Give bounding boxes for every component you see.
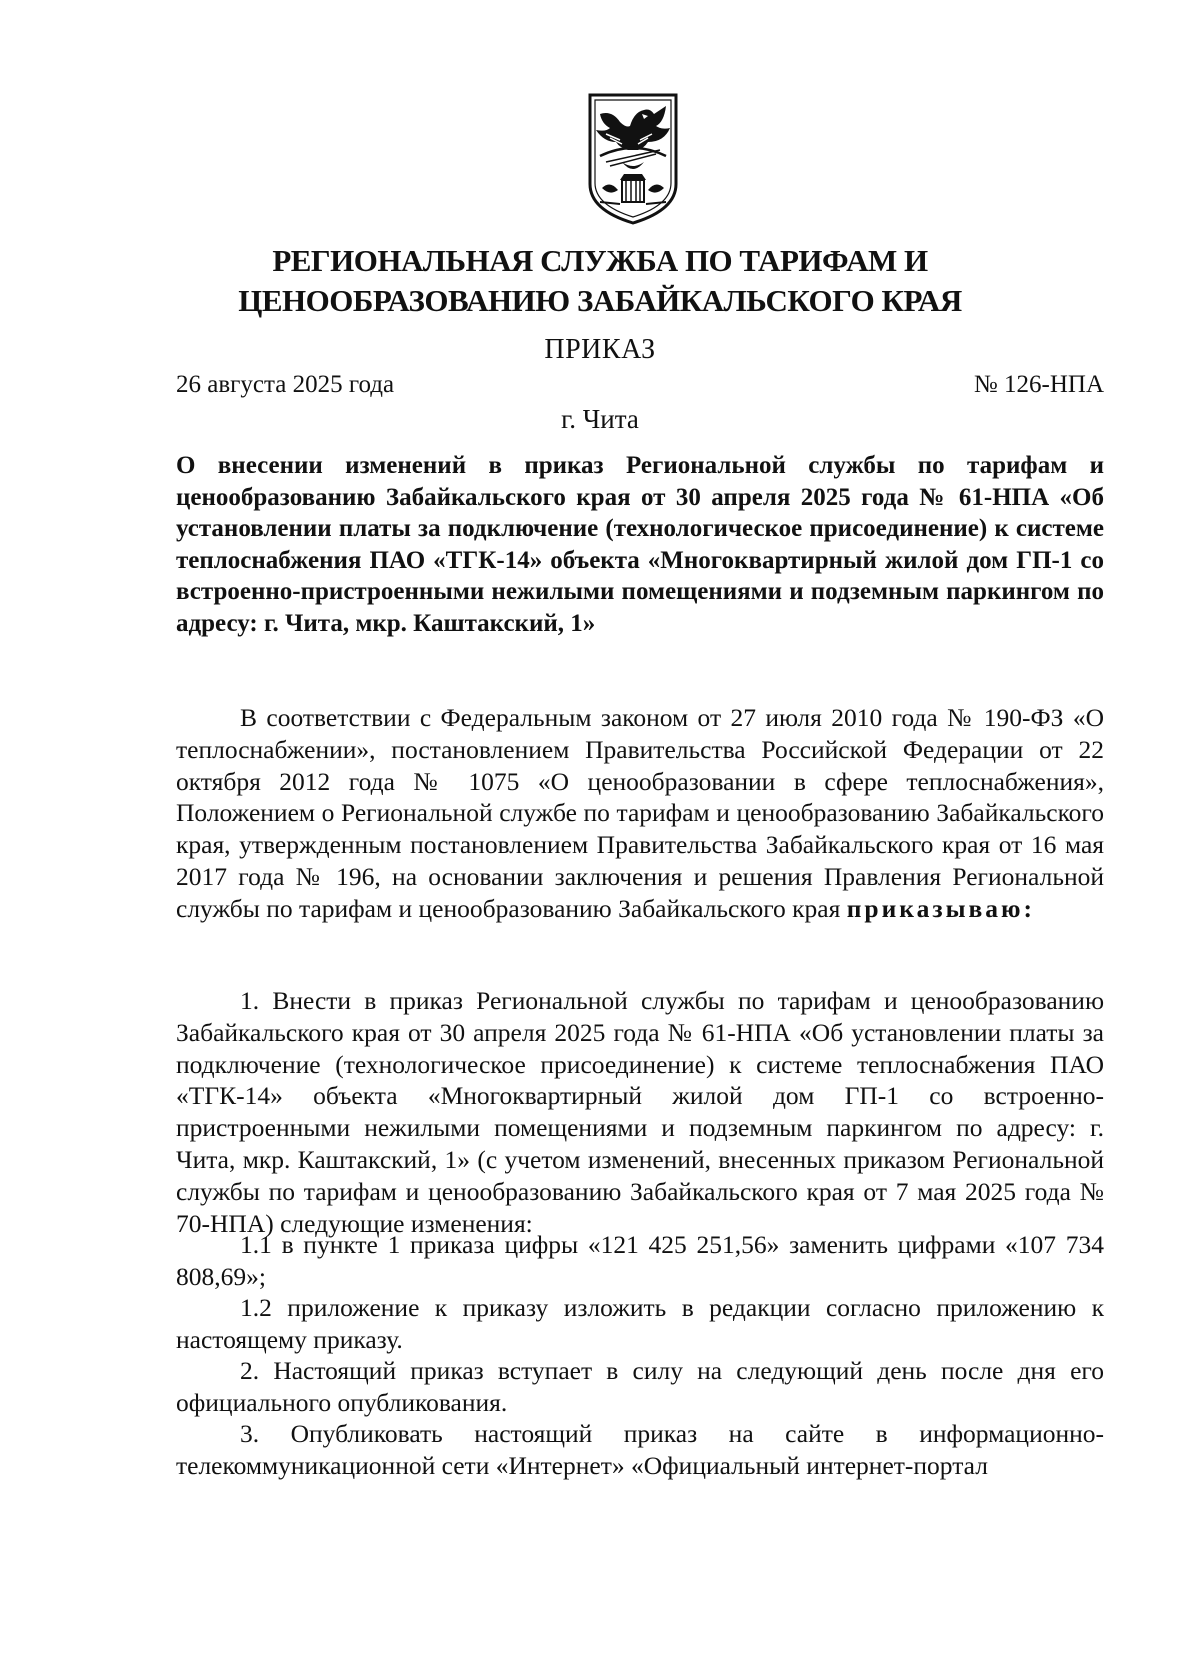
organization-title-line-1: РЕГИОНАЛЬНАЯ СЛУЖБА ПО ТАРИФАМ И	[272, 243, 928, 278]
preamble-paragraph	[176, 702, 1104, 925]
organization-title	[150, 241, 1050, 321]
item-1-paragraph: 1. Внести в приказ Региональной службы по тарифам и ценообразованию Забайкальского края от 30 апреля 2025 года № 61-НПА «Об установлении платы за подключение (технологическое присоединение) к системе теплоснабжения ПАО «ТГК-14» объекта «Многоквартирный жилой дом ГП-1 со встроенно-пристроенными нежилыми помещениями и подземным паркингом по адресу: г. Чита, мкр. Каштакский, 1» (с учетом изменений, внесенных приказом Региональной службы по тарифам и ценообразованию Забайкальского края от 7 мая 2025 года № 70-НПА) следующие изменения:	[176, 986, 1104, 1238]
item-1-1-paragraph: 1.1 в пункте 1 приказа цифры «121 425 251,56» заменить цифрами «107 734 808,69»;	[176, 1230, 1104, 1291]
item-2-paragraph: 2. Настоящий приказ вступает в силу на следующий день после дня его официального опубликования.	[176, 1356, 1104, 1417]
item-1-2-paragraph: 1.2 приложение к приказу изложить в редакции согласно приложению к настоящему приказу.	[176, 1293, 1104, 1354]
order-date: 26 августа 2025 года	[176, 371, 395, 398]
order-city: г. Чита	[561, 404, 639, 434]
order-title: ПРИКАЗ	[544, 334, 656, 365]
coat-of-arms-emblem	[586, 92, 680, 226]
decree-word: приказываю:	[846, 893, 1035, 923]
preamble-text: В соответствии с Федеральным законом от 27 июля 2010 года № 190-ФЗ «О теплоснабжении», постановлением Правительства Российской Федерации от 22 октября 2012 года № 1075 «О ценообразовании в сфере теплоснабжения», Положением о Региональной службе по тарифам и ценообразованию Забайкальского края, утвержденным постановлением Правительства Забайкальского края от 16 мая 2017 года № 196, на основании заключения и решения Правления Региональной службы по тарифам и ценообразованию Забайкальского края	[176, 703, 1104, 923]
organization-title-line-2: ЦЕНООБРАЗОВАНИЮ ЗАБАЙКАЛЬСКОГО КРАЯ	[238, 283, 962, 318]
order-subject: О внесении изменений в приказ Региональной службы по тарифам и ценообразованию Забайкальского края от 30 апреля 2025 года № 61-НПА «Об установлении платы за подключение (технологическое присоединение) к системе теплоснабжения ПАО «ТГК-14» объекта «Многоквартирный жилой дом ГП-1 со встроенно-пристроенными нежилыми помещениями и подземным паркингом по адресу: г. Чита, мкр. Каштакский, 1»	[176, 452, 1104, 637]
item-3-paragraph: 3. Опубликовать настоящий приказ на сайте в информационно-телекоммуникационной сети «Интернет» «Официальный интернет-портал	[176, 1419, 1104, 1480]
order-number: № 126-НПА	[973, 371, 1104, 398]
